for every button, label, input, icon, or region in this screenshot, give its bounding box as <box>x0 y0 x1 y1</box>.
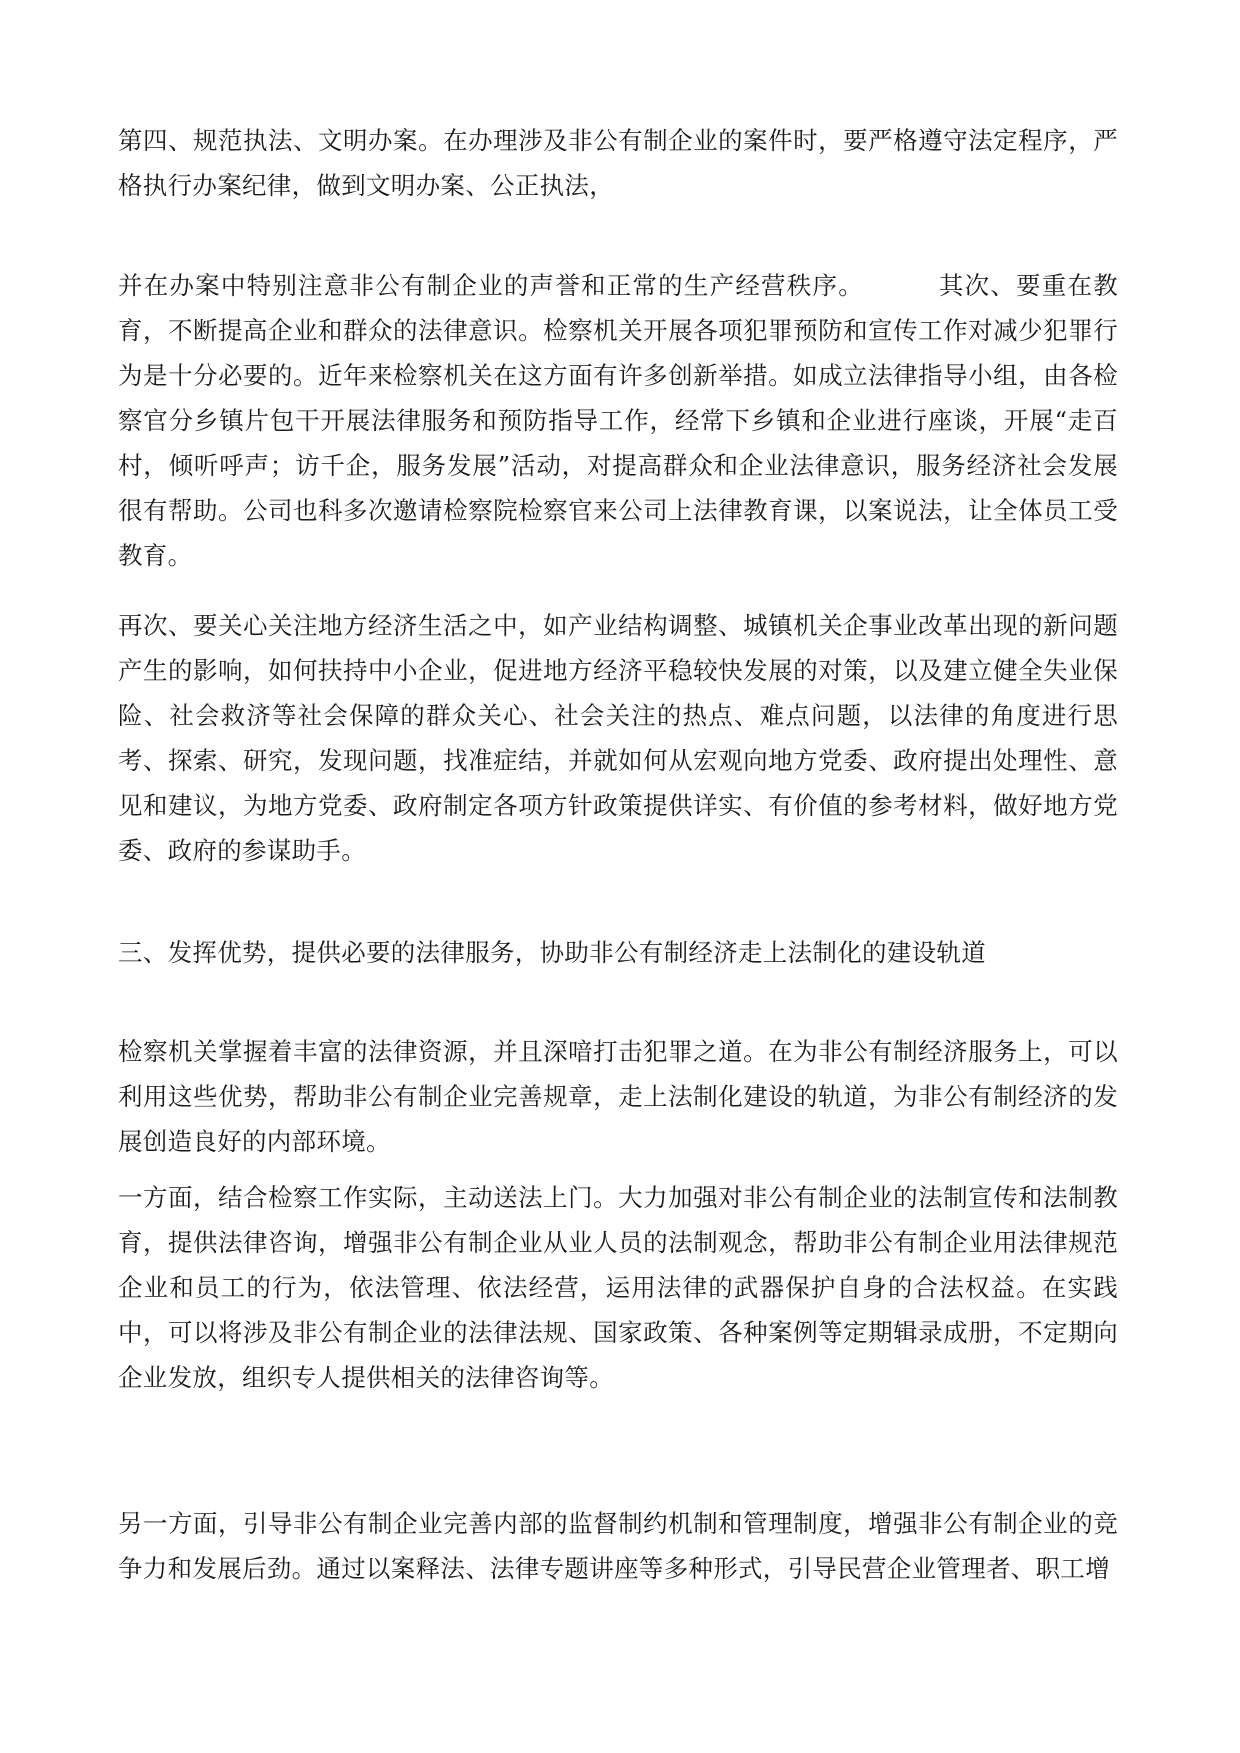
section-heading-three: 三、发挥优势，提供必要的法律服务，协助非公有制经济走上法制化的建设轨道 <box>118 938 986 967</box>
paragraph-one-hand: 一方面，结合检察工作实际，主动送法上门。大力加强对非公有制企业的法制宣传和法制教育，提供法律咨询，增强非公有制企业从业人员的法制观念，帮助非公有制企业用法律规范企业和员工的行为，依法管理、依法经营，运用法律的武器保护自身的合法权益。在实践中，可以将涉及非公有制企业的法律法规、国家政策、各种案例等定期辑录成册，不定期向企业发放，组织专人提供相关的法律咨询等。 <box>118 1183 1118 1392</box>
paragraph-education-lead: 并在办案中特别注意非公有制企业的声誉和正常的生产经营秩序。 <box>118 271 864 300</box>
paragraph-legal-resources: 检察机关掌握着丰富的法律资源，并且深喑打击犯罪之道。在为非公有制经济服务上，可以利用这些优势，帮助非公有制企业完善规章，走上法制化建设的轨道，为非公有制经济的发展创造良好的内部环境。 <box>118 1037 1118 1156</box>
paragraph-other-hand: 另一方面，引导非公有制企业完善内部的监督制约机制和管理制度，增强非公有制企业的竞争力和发展后劲。通过以案释法、法律专题讲座等多种形式，引导民营企业管理者、职工增 <box>118 1509 1118 1583</box>
paragraph-education <box>118 263 1118 578</box>
paragraph-local-economy: 再次、要关心关注地方经济生活之中，如产业结构调整、城镇机关企事业改革出现的新问题产生的影响，如何扶持中小企业，促进地方经济平稳较快发展的对策，以及建立健全失业保险、社会救济等社会保障的群众关心、社会关注的热点、难点问题，以法律的角度进行思考、探索、研究，发现问题，找准症结，并就如何从宏观向地方党委、政府提出处理性、意见和建议，为地方党委、政府制定各项方针政策提供详实、有价值的参考材料，做好地方党委、政府的参谋助手。 <box>118 611 1118 865</box>
paragraph-enforcement: 第四、规范执法、文明办案。在办理涉及非公有制企业的案件时，要严格遵守法定程序，严格执行办案纪律，做到文明办案、公正执法， <box>118 126 1118 200</box>
paragraph-education-body: 其次、要重在教育，不断提高企业和群众的法律意识。检察机关开展各项犯罪预防和宣传工作对减少犯罪行为是十分必要的。近年来检察机关在这方面有许多创新举措。如成立法律指导小组，由各检察官分乡镇片包干开展法律服务和预防指导工作，经常下乡镇和企业进行座谈，开展“走百村，倾听呼声；访千企，服务发展”活动，对提高群众和企业法律意识，服务经济社会发展很有帮助。公司也科多次邀请检察院检察官来公司上法律教育课，以案说法，让全体员工受教育。 <box>118 271 1118 570</box>
